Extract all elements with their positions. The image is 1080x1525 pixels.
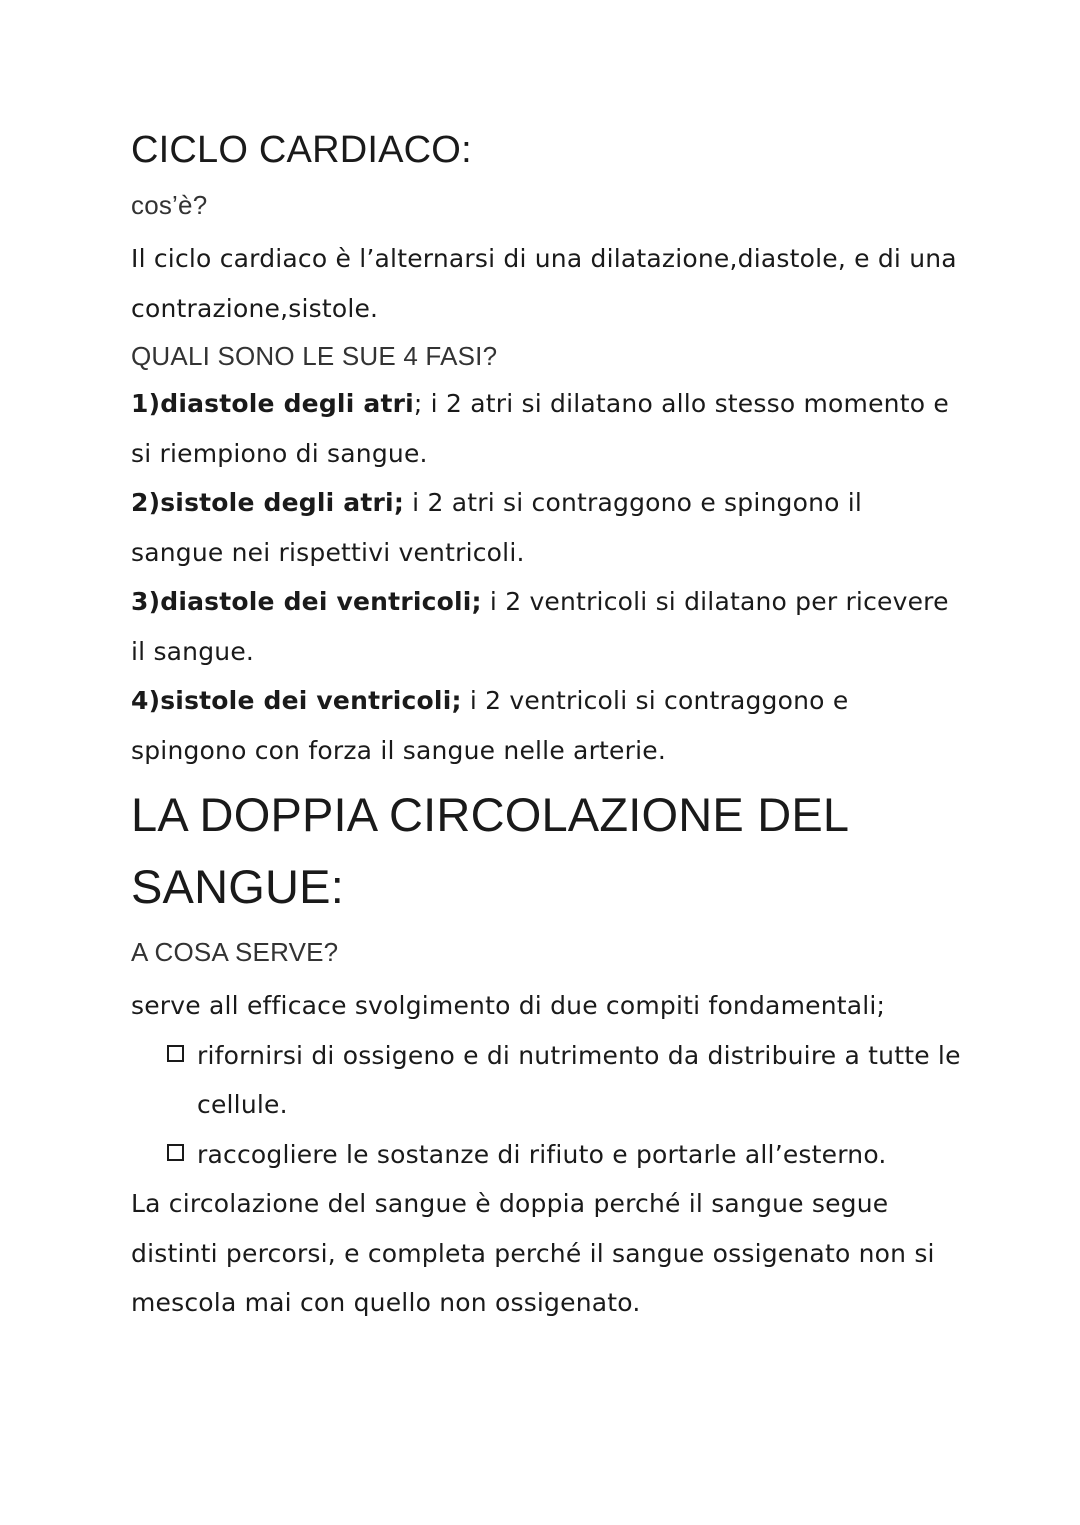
list-item xyxy=(167,1031,961,1130)
list-item xyxy=(167,1130,961,1180)
list-item-text: rifornirsi di ossigeno e di nutrimento da distribuire a tutte le cellule. xyxy=(197,1040,961,1119)
list-item-text: raccogliere le sostanze di rifiuto e portarle all’esterno. xyxy=(197,1139,887,1169)
phase-description: i 2 ventricoli si contraggono e spingono con forza il sangue nelle arterie. xyxy=(131,686,849,765)
phase-item xyxy=(131,676,961,775)
question-cose: cos’è? xyxy=(131,190,208,220)
phase-description: ; i 2 atri si dilatano allo stesso momento e si riempiono di sangue. xyxy=(131,389,949,468)
phase-item xyxy=(131,478,961,577)
phase-term: 4)sistole dei ventricoli; xyxy=(131,686,462,715)
intro-paragraph: serve all efficace svolgimento di due compiti fondamentali; xyxy=(131,991,886,1020)
question-a-cosa-serve: A COSA SERVE? xyxy=(131,937,339,967)
definition-paragraph: Il ciclo cardiaco è l’alternarsi di una dilatazione,diastole, e di una contrazione,sistole. xyxy=(131,244,957,323)
phase-description: i 2 atri si contraggono e spingono il sangue nei rispettivi ventricoli. xyxy=(131,488,863,567)
question-fasi: QUALI SONO LE SUE 4 FASI? xyxy=(131,341,498,371)
checkbox-square-icon xyxy=(167,1045,184,1062)
phase-term: 2)sistole degli atri; xyxy=(131,488,405,517)
phase-term: 1)diastole degli atri xyxy=(131,389,414,418)
section-title-ciclo-cardiaco: CICLO CARDIACO: xyxy=(131,129,472,171)
document-page xyxy=(131,124,961,1328)
phase-description: i 2 ventricoli si dilatano per ricevere il sangue. xyxy=(131,587,949,666)
phase-term: 3)diastole dei ventricoli; xyxy=(131,587,482,616)
task-list xyxy=(131,1031,961,1180)
section-title-doppia-circolazione: LA DOPPIA CIRCOLAZIONE DEL SANGUE: xyxy=(131,788,848,913)
conclusion-paragraph: La circolazione del sangue è doppia perché il sangue segue distinti percorsi, e completa perché il sangue ossigenato non si mescola mai con quello non ossigenato. xyxy=(131,1189,935,1317)
phase-item xyxy=(131,577,961,676)
phase-item xyxy=(131,379,961,478)
checkbox-square-icon xyxy=(167,1144,184,1161)
